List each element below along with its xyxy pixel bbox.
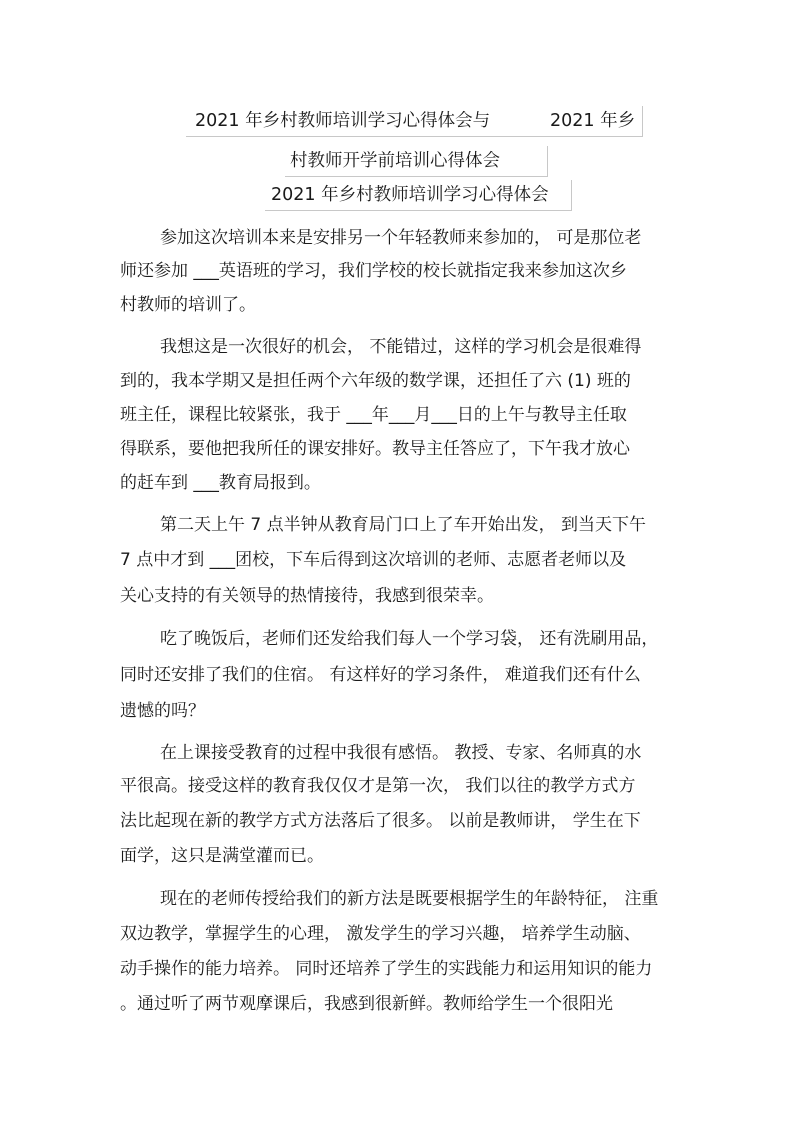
doc-subtitle: 2021 年乡村教师培训学习心得体会	[271, 185, 549, 205]
paragraph-2-line-2: 到的，我本学期又是担任两个六年级的数学课，还担任了六 (1) 班的	[120, 371, 631, 391]
paragraph-1-line-3: 村教师的培训了。	[120, 295, 256, 315]
paragraph-4-line-1: 吃了晚饭后，老师们还发给我们每人一个学习袋， 还有洗刷用品，	[160, 629, 659, 649]
doc-title-line-1b: 2021 年乡	[550, 111, 636, 131]
paragraph-2-line-3: 班主任，课程比较紧张，我于 ___年___月___日的上午与教导主任取	[120, 405, 627, 425]
paragraph-6-line-3: 动手操作的能力培养。 同时还培养了学生的实践能力和运用知识的能力	[120, 959, 653, 979]
paragraph-3-line-2: 7 点中才到 ___团校，下车后得到这次培训的老师、志愿者老师以及	[120, 550, 627, 570]
paragraph-5-line-2: 平很高。接受这样的教育我仅仅才是第一次， 我们以往的教学方式方	[120, 776, 636, 796]
paragraph-6-line-1: 现在的老师传授给我们的新方法是既要根据学生的年龄特征， 注重	[160, 889, 659, 909]
paragraph-5-line-3: 法比起现在新的教学方式方法落后了很多。 以前是教师讲， 学生在下	[120, 811, 641, 831]
paragraph-4-line-3: 遗憾的吗？	[120, 701, 205, 721]
paragraph-2-line-4: 得联系，要他把我所任的课安排好。教导主任答应了，下午我才放心	[120, 439, 630, 459]
paragraph-4-line-2: 同时还安排了我们的住宿。 有这样好的学习条件， 难道我们还有什么	[120, 665, 641, 685]
paragraph-1-line-2: 师还参加 ___英语班的学习，我们学校的校长就指定我来参加这次乡	[120, 261, 627, 281]
paragraph-3-line-3: 关心支持的有关领导的热情接待，我感到很荣幸。	[120, 586, 494, 606]
paragraph-5-line-4: 面学，这只是满堂灌而已。	[120, 846, 324, 866]
doc-title-line-1a: 2021 年乡村教师培训学习心得体会与	[195, 111, 491, 131]
paragraph-6-line-2: 双边教学，掌握学生的心理， 激发学生的学习兴趣， 培养学生动脑、	[120, 924, 641, 944]
paragraph-3-line-1: 第二天上午 7 点半钟从教育局门口上了车开始出发， 到当天下午	[160, 515, 647, 535]
paragraph-1-line-1: 参加这次培训本来是安排另一个年轻教师来参加的， 可是那位老	[160, 228, 642, 248]
paragraph-2-line-5: 的赶车到 ___教育局报到。	[120, 473, 321, 493]
paragraph-2-line-1: 我想这是一次很好的机会， 不能错过，这样的学习机会是很难得	[160, 337, 642, 357]
paragraph-5-line-1: 在上课接受教育的过程中我很有感悟。 教授、专家、名师真的水	[160, 743, 642, 763]
doc-title-line-2: 村教师开学前培训心得体会	[290, 151, 500, 171]
paragraph-6-line-4: 。通过听了两节观摩课后，我感到很新鲜。教师给学生一个很阳光	[120, 994, 613, 1014]
